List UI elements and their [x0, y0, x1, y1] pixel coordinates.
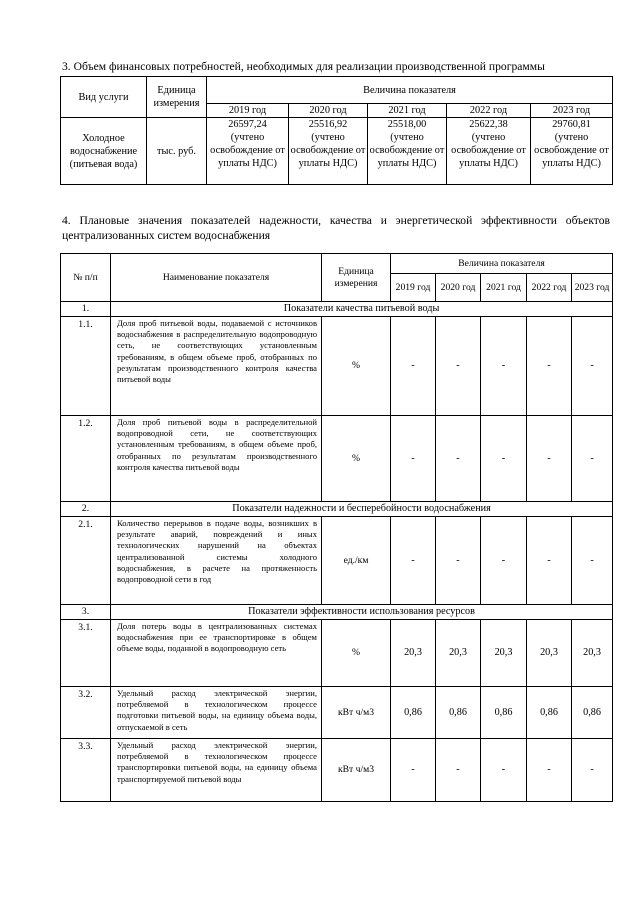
- row-num: 1.1.: [61, 317, 111, 416]
- indicator-unit: %: [322, 620, 391, 687]
- indicator-value: -: [391, 317, 436, 416]
- indicator-value: 0,86: [436, 687, 481, 739]
- indicator-name: Доля потерь воды в централизованных системах водоснабжения при ее транспортировке в общем объеме воды, поданной в водопроводную сеть: [111, 620, 322, 687]
- indicator-value: 0,86: [572, 687, 613, 739]
- indicator-value: -: [481, 517, 527, 605]
- indicator-name: Количество перерывов в подаче воды, возникших в результате аварий, повреждений и иных технологических нарушений на объектах централизованной системы холодного водоснабжения, в расчете на протяженность водопроводной сети в год: [111, 517, 322, 605]
- col-header-name: Наименование показателя: [111, 254, 322, 302]
- vat-note: (учтено освобождение от уплаты НДС): [534, 132, 609, 169]
- row-num: 3.2.: [61, 687, 111, 739]
- indicator-value: -: [481, 317, 527, 416]
- amount-cell: [368, 118, 447, 185]
- indicator-value: -: [481, 416, 527, 502]
- indicator-name: Доля проб питьевой воды в распределительной водопроводной сети, не соответствующих установленным требованиям, в общем объеме проб, отобранных по результатам производственного контроля качества питьевой воды: [111, 416, 322, 502]
- section-num: 2.: [61, 502, 111, 517]
- row-num: 3.1.: [61, 620, 111, 687]
- indicator-value: -: [436, 416, 481, 502]
- indicator-value: -: [572, 517, 613, 605]
- indicator-value: -: [391, 517, 436, 605]
- indicator-value: -: [527, 739, 572, 802]
- indicator-value: -: [572, 739, 613, 802]
- indicator-value: -: [391, 739, 436, 802]
- amount-cell: [531, 118, 613, 185]
- indicator-name: Доля проб питьевой воды, подаваемой с источников водоснабжения в распределительную водопроводную сеть, не соответствующих установленным требованиям, в общем объеме проб, отобранных по результатам производственного контроля качества питьевой воды: [111, 317, 322, 416]
- indicator-value: -: [436, 317, 481, 416]
- amount-cell: [447, 118, 531, 185]
- indicator-value: -: [527, 416, 572, 502]
- year-header: 2021 год: [481, 274, 527, 302]
- section-title: Показатели эффективности использования ресурсов: [111, 605, 613, 620]
- year-header: 2022 год: [527, 274, 572, 302]
- indicator-unit: кВт ч/м3: [322, 739, 391, 802]
- row-num: 2.1.: [61, 517, 111, 605]
- indicator-value: 0,86: [391, 687, 436, 739]
- year-header: 2019 год: [207, 104, 289, 118]
- vat-note: (учтено освобождение от уплаты НДС): [451, 132, 526, 169]
- amount-cell: [289, 118, 368, 185]
- section-title: Показатели надежности и бесперебойности водоснабжения: [111, 502, 613, 517]
- indicators-table: [60, 253, 613, 802]
- indicator-name: Удельный расход электрической энергии, потребляемой в технологическом процессе транспортировки питьевой воды, на единицу объема транспортируемой питьевой воды: [111, 739, 322, 802]
- col-header-value: Величина показателя: [391, 254, 613, 274]
- section-num: 3.: [61, 605, 111, 620]
- financial-needs-table: [60, 76, 613, 185]
- col-header-num: № п/п: [61, 254, 111, 302]
- service-name: Холодное водоснабжение (питьевая вода): [61, 118, 147, 185]
- indicator-value: -: [481, 739, 527, 802]
- indicator-value: 0,86: [481, 687, 527, 739]
- section-4-heading: 4. Плановые значения показателей надежности, качества и энергетической эффективности объектов централизованных систем водоснабжения: [62, 214, 610, 242]
- row-num: 1.2.: [61, 416, 111, 502]
- row-num: 3.3.: [61, 739, 111, 802]
- year-header: 2023 год: [531, 104, 613, 118]
- section-3-heading: 3. Объем финансовых потребностей, необходимых для реализации производственной программы: [62, 60, 545, 73]
- amount-value: 25516,92: [308, 119, 348, 130]
- indicator-value: -: [572, 317, 613, 416]
- service-unit: тыс. руб.: [147, 118, 207, 185]
- indicator-value: 20,3: [436, 620, 481, 687]
- year-header: 2023 год: [572, 274, 613, 302]
- indicator-value: -: [572, 416, 613, 502]
- indicator-value: -: [436, 517, 481, 605]
- amount-value: 26597,24: [228, 119, 267, 130]
- indicator-value: 0,86: [527, 687, 572, 739]
- section-num: 1.: [61, 302, 111, 317]
- amount-value: 25622,38: [469, 119, 508, 130]
- col-header-service: Вид услуги: [61, 77, 147, 118]
- indicator-name: Удельный расход электрической энергии, потребляемой в технологическом процессе подготовки питьевой воды, на единицу объема воды, отпускаемой в сеть: [111, 687, 322, 739]
- indicator-value: -: [527, 517, 572, 605]
- year-header: 2020 год: [436, 274, 481, 302]
- year-header: 2019 год: [391, 274, 436, 302]
- indicator-unit: %: [322, 416, 391, 502]
- indicator-value: 20,3: [481, 620, 527, 687]
- vat-note: (учтено освобождение от уплаты НДС): [210, 132, 285, 169]
- vat-note: (учтено освобождение от уплаты НДС): [369, 132, 445, 169]
- col-header-value: Величина показателя: [207, 77, 613, 104]
- vat-note: (учтено освобождение от уплаты НДС): [290, 132, 366, 169]
- col-header-unit: Единица измерения: [147, 77, 207, 118]
- col-header-unit: Единица измерения: [322, 254, 391, 302]
- amount-value: 29760,81: [552, 119, 591, 130]
- indicator-value: 20,3: [527, 620, 572, 687]
- indicator-value: -: [527, 317, 572, 416]
- indicator-unit: %: [322, 317, 391, 416]
- amount-cell: [207, 118, 289, 185]
- year-header: 2022 год: [447, 104, 531, 118]
- indicator-value: -: [391, 416, 436, 502]
- year-header: 2021 год: [368, 104, 447, 118]
- year-header: 2020 год: [289, 104, 368, 118]
- indicator-value: 20,3: [572, 620, 613, 687]
- indicator-value: -: [436, 739, 481, 802]
- section-title: Показатели качества питьевой воды: [111, 302, 613, 317]
- indicator-unit: кВт ч/м3: [322, 687, 391, 739]
- amount-value: 25518,00: [387, 119, 427, 130]
- indicator-value: 20,3: [391, 620, 436, 687]
- indicator-unit: ед./км: [322, 517, 391, 605]
